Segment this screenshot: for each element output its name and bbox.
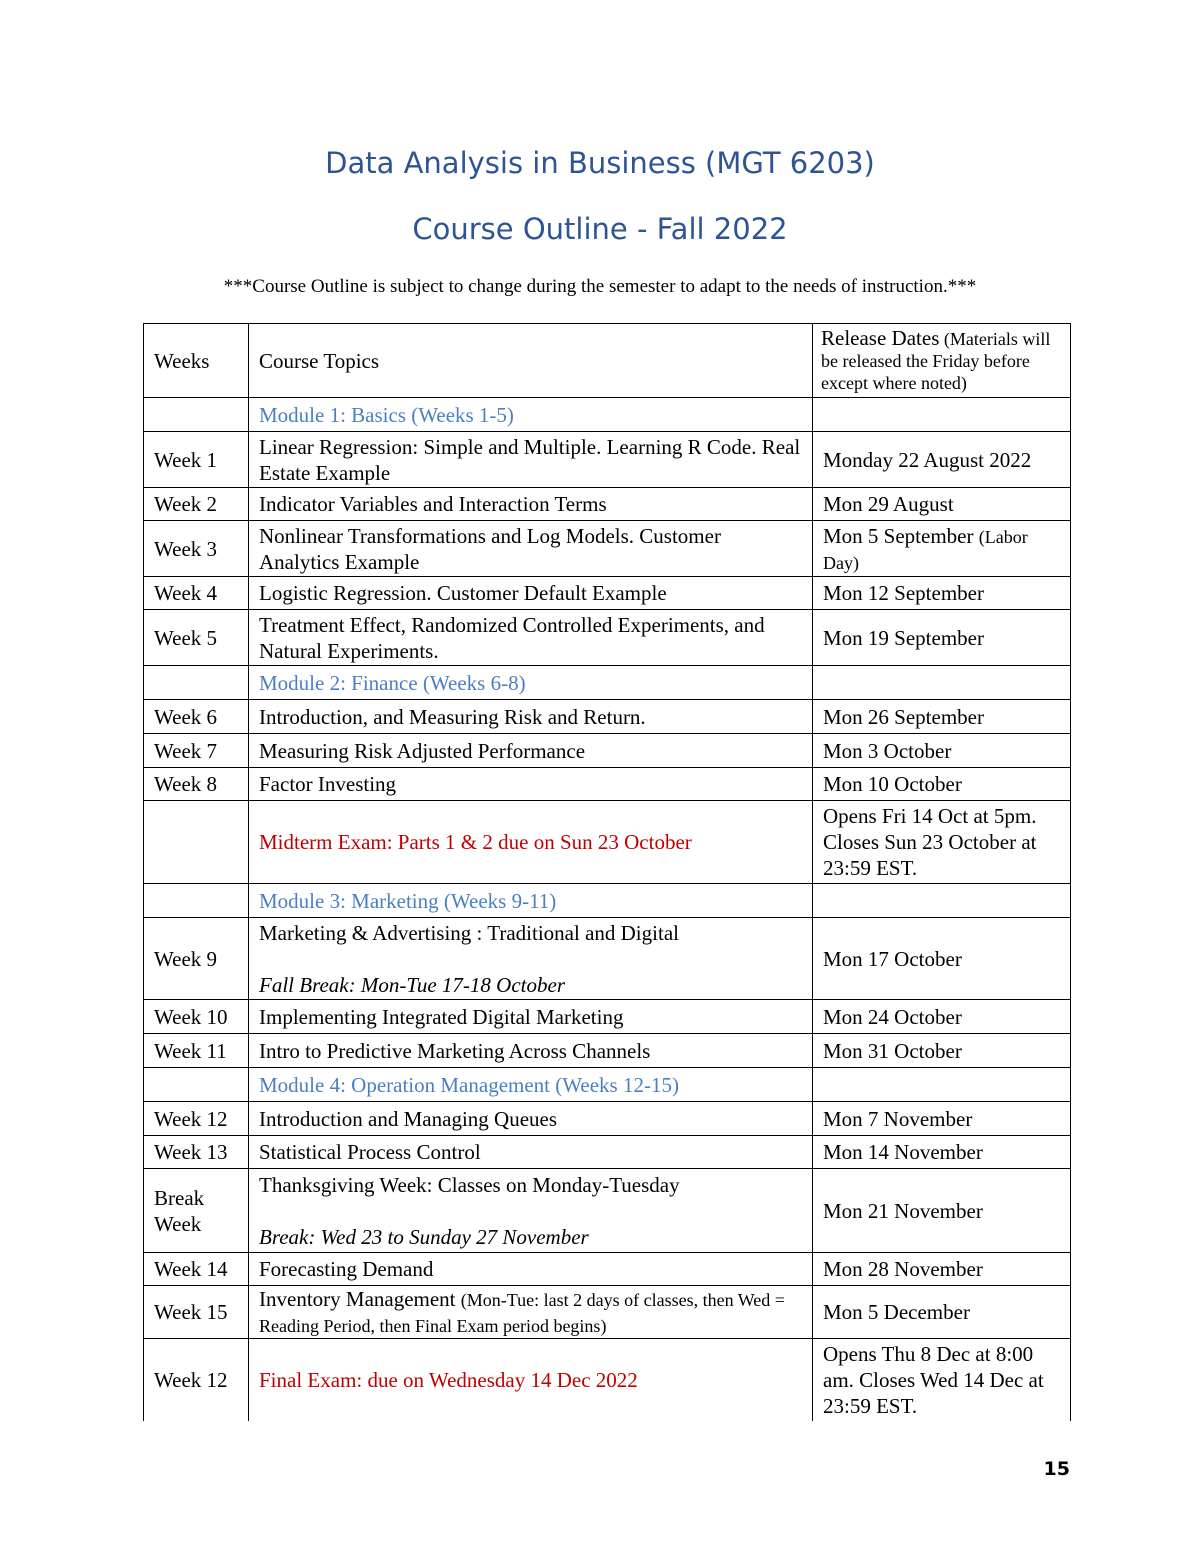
week-cell <box>144 666 249 700</box>
week-cell: Week 3 <box>144 521 249 577</box>
table-row <box>144 577 1071 610</box>
release-cell: Mon 10 October <box>813 768 1071 801</box>
release-cell: Mon 26 September <box>813 700 1071 734</box>
final-exam-title: Final Exam: due on Wednesday 14 Dec 2022 <box>249 1339 813 1421</box>
week-cell: Week 5 <box>144 610 249 666</box>
release-date: Mon 5 September <box>823 523 974 548</box>
topic-cell: Factor Investing <box>249 768 813 801</box>
topic-cell: Forecasting Demand <box>249 1253 813 1286</box>
table-row <box>144 918 1071 1000</box>
release-cell: Monday 22 August 2022 <box>813 432 1071 488</box>
header-course-topics: Course Topics <box>249 324 813 398</box>
release-cell: Opens Thu 8 Dec at 8:00 am. Closes Wed 14 Dec at 23:59 EST. <box>813 1339 1071 1421</box>
header-weeks: Weeks <box>144 324 249 398</box>
week-cell <box>144 1068 249 1102</box>
table-row <box>144 734 1071 768</box>
week-cell: Week 12 <box>144 1102 249 1136</box>
topic-cell: Treatment Effect, Randomized Controlled Experiments, and Natural Experiments. <box>249 610 813 666</box>
release-cell <box>813 666 1071 700</box>
topic-cell <box>249 918 813 1000</box>
table-row <box>144 432 1071 488</box>
week-cell: Week 4 <box>144 577 249 610</box>
table-row <box>144 768 1071 801</box>
week-cell: Week 9 <box>144 918 249 1000</box>
page-number: 15 <box>1043 1458 1070 1480</box>
midterm-exam-title: Midterm Exam: Parts 1 & 2 due on Sun 23 October <box>249 801 813 884</box>
topic-text: Thanksgiving Week: Classes on Monday-Tuesday <box>259 1172 680 1197</box>
table-row <box>144 1102 1071 1136</box>
release-note: (Labor Day) <box>823 526 1028 573</box>
release-cell <box>813 521 1071 577</box>
topic-cell: Introduction, and Measuring Risk and Return. <box>249 700 813 734</box>
table-header-row <box>144 324 1071 398</box>
release-cell: Mon 28 November <box>813 1253 1071 1286</box>
week-cell <box>144 801 249 884</box>
module-row <box>144 1068 1071 1102</box>
header-release-dates <box>813 324 1071 398</box>
release-cell: Mon 19 September <box>813 610 1071 666</box>
release-cell: Mon 21 November <box>813 1169 1071 1253</box>
module-row <box>144 666 1071 700</box>
topic-cell: Statistical Process Control <box>249 1136 813 1169</box>
week-cell: Break Week <box>144 1169 249 1253</box>
table-row <box>144 1286 1071 1339</box>
module-title: Module 2: Finance (Weeks 6-8) <box>249 666 813 700</box>
release-dates-label: Release Dates <box>821 326 940 350</box>
release-cell: Mon 29 August <box>813 488 1071 521</box>
release-cell: Mon 3 October <box>813 734 1071 768</box>
release-cell: Mon 24 October <box>813 1000 1071 1034</box>
week-cell: Week 12 <box>144 1339 249 1421</box>
week-cell: Week 14 <box>144 1253 249 1286</box>
table-row <box>144 1169 1071 1253</box>
topic-cell: Introduction and Managing Queues <box>249 1102 813 1136</box>
release-cell: Mon 31 October <box>813 1034 1071 1068</box>
document-title: Data Analysis in Business (MGT 6203) <box>325 146 875 180</box>
document-subtitle: Course Outline - Fall 2022 <box>412 212 788 246</box>
topic-cell: Linear Regression: Simple and Multiple. Learning R Code. Real Estate Example <box>249 432 813 488</box>
table-row <box>144 1136 1071 1169</box>
table-row <box>144 521 1071 577</box>
break-note: Fall Break: Mon-Tue 17-18 October <box>259 972 565 997</box>
table-row <box>144 1034 1071 1068</box>
topic-cell: Logistic Regression. Customer Default Example <box>249 577 813 610</box>
week-cell: Week 2 <box>144 488 249 521</box>
course-outline-table <box>143 323 1071 1421</box>
week-cell: Week 6 <box>144 700 249 734</box>
module-row <box>144 884 1071 918</box>
release-cell <box>813 398 1071 432</box>
week-cell: Week 11 <box>144 1034 249 1068</box>
module-row <box>144 398 1071 432</box>
release-dates-note: (Materials will be released the Friday before except where noted) <box>821 329 1051 393</box>
module-title: Module 1: Basics (Weeks 1-5) <box>249 398 813 432</box>
topic-cell: Indicator Variables and Interaction Terms <box>249 488 813 521</box>
table-row <box>144 488 1071 521</box>
module-title: Module 4: Operation Management (Weeks 12-15) <box>249 1068 813 1102</box>
midterm-row <box>144 801 1071 884</box>
week-cell: Week 7 <box>144 734 249 768</box>
release-cell: Mon 12 September <box>813 577 1071 610</box>
table-row <box>144 1000 1071 1034</box>
release-cell: Mon 17 October <box>813 918 1071 1000</box>
topic-cell: Implementing Integrated Digital Marketing <box>249 1000 813 1034</box>
topic-cell <box>249 1169 813 1253</box>
topic-cell: Nonlinear Transformations and Log Models. Customer Analytics Example <box>249 521 813 577</box>
break-note: Break: Wed 23 to Sunday 27 November <box>259 1224 589 1249</box>
week-cell: Week 13 <box>144 1136 249 1169</box>
topic-cell: Intro to Predictive Marketing Across Channels <box>249 1034 813 1068</box>
release-cell: Mon 5 December <box>813 1286 1071 1339</box>
module-title: Module 3: Marketing (Weeks 9-11) <box>249 884 813 918</box>
table-row <box>144 1253 1071 1286</box>
week-cell <box>144 884 249 918</box>
week-cell <box>144 398 249 432</box>
topic-cell <box>249 1286 813 1339</box>
week-cell: Week 10 <box>144 1000 249 1034</box>
final-exam-row <box>144 1339 1071 1421</box>
table-row <box>144 700 1071 734</box>
change-notice: ***Course Outline is subject to change during the semester to adapt to the needs of instruction.*** <box>223 276 977 297</box>
release-cell: Mon 14 November <box>813 1136 1071 1169</box>
topic-text: Marketing & Advertising : Traditional and Digital <box>259 920 679 945</box>
topic-note: (Mon-Tue: last 2 days of classes, then Wed = Reading Period, then Final Exam period begins) <box>259 1290 785 1336</box>
week-cell: Week 8 <box>144 768 249 801</box>
table-row <box>144 610 1071 666</box>
topic-text: Inventory Management <box>259 1287 456 1311</box>
release-cell <box>813 884 1071 918</box>
topic-cell: Measuring Risk Adjusted Performance <box>249 734 813 768</box>
week-cell: Week 15 <box>144 1286 249 1339</box>
release-cell <box>813 1068 1071 1102</box>
release-cell: Mon 7 November <box>813 1102 1071 1136</box>
week-cell: Week 1 <box>144 432 249 488</box>
release-cell: Opens Fri 14 Oct at 5pm. Closes Sun 23 October at 23:59 EST. <box>813 801 1071 884</box>
